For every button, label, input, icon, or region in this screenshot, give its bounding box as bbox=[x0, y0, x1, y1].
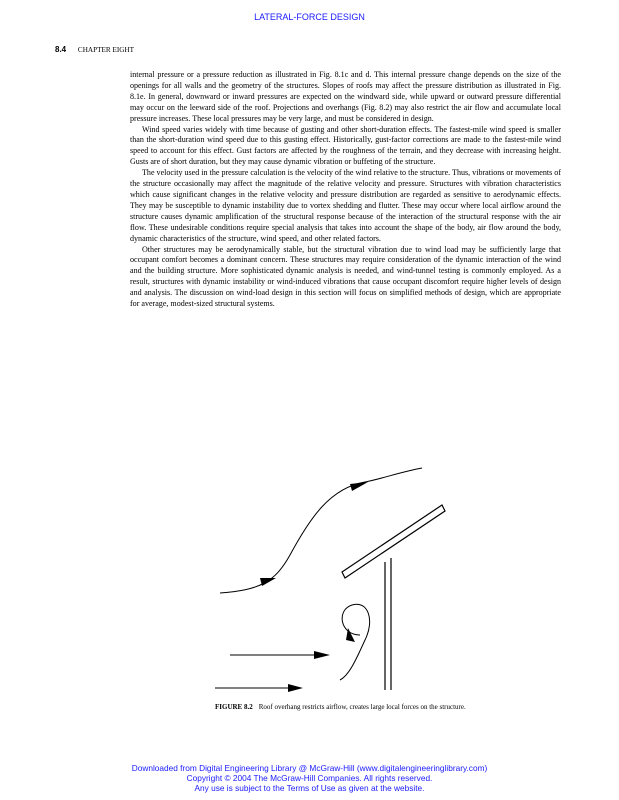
paragraph-1: internal pressure or a pressure reduction as illustrated in Fig. 8.1c and d. This internal pressure change depends on the size of the openings for all walls and the geometry of the structures. Slopes of roofs may affect the pressure distribution as illustrated in Fig. 8.1e. In general, downward or inward pressures are expected on the windward side, while upward or outward pressure differential may occur on the leeward side of the roof. Projections and overhangs (Fig. 8.2) may also restrict the air flow and accumulate local pressure increases. These local pressures may be very large, and must be considered in design. bbox=[130, 70, 561, 123]
arrow-upper-left bbox=[260, 578, 276, 586]
paragraph-3: The velocity used in the pressure calculation is the velocity of the wind relative to the structure. Thus, vibrations or movements of the structure occasionally may affect the magnitude of the relative velocity and pressure. Structures with vibration characteristics which cause significant changes in the relative velocity and pressure distribution are regarded as sensitive to aerodynamic effects. They may be susceptible to dynamic instability due to vortex shedding and flutter. These may occur where local airflow around the structure causes dynamic amplification of the structural response because of the interaction of the structural response with the air flow. These undesirable conditions require special analysis that takes into account the shape of the body, air flow around the body, dynamic characteristics of the structure, wind speed, and other related factors. bbox=[130, 168, 561, 243]
figure-label: FIGURE 8.2 bbox=[215, 703, 253, 711]
body-text bbox=[130, 70, 561, 310]
arrow-upper-right bbox=[350, 482, 368, 491]
arrow-lower bbox=[314, 651, 330, 659]
streamline-upper bbox=[220, 468, 422, 593]
paragraph-2: Wind speed varies widely with time because of gusting and other short-duration effects. The fastest-mile wind speed is smaller than the short-duration wind speed due to this gusting effect. Historically, gust-factor corrections are made to the fastest-mile wind speed to account for this effect. Gust factors are affected by the roughness of the terrain, and they decrease with increasing height. Gusts are of short duration, but they may cause dynamic vibration or buffeting of the structure. bbox=[130, 124, 561, 167]
footer-download-link[interactable]: Downloaded from Digital Engineering Library @ McGraw-Hill (www.digitalengineeringlibrary.com) bbox=[131, 763, 488, 773]
page-number: 8.4 bbox=[55, 45, 67, 54]
paragraph-4: Other structures may be aerodynamically stable, but the structural vibration due to wind load may be sufficiently large that occupant comfort becomes a dominant concern. These structures may require consideration of the dynamic interaction of the wind and the building structure. More sophisticated dynamic analysis is needed, and wind-tunnel testing is commonly employed. As a result, structures with dynamic instability or wind-induced vibrations that cause occupant discomfort require higher levels of design and analysis. The discussion on wind-load design in this section will focus on simplified methods of design, which are appropriate for average, modest-sized structural systems. bbox=[130, 244, 561, 309]
chapter-title: CHAPTER EIGHT bbox=[77, 46, 135, 54]
figure-roof-overhang bbox=[200, 460, 460, 700]
footer bbox=[0, 763, 619, 793]
running-head bbox=[55, 45, 134, 54]
roof-overhang bbox=[342, 505, 445, 578]
footer-copyright: Copyright © 2004 The McGraw-Hill Companies. All rights reserved. bbox=[186, 773, 433, 783]
arrow-bottom bbox=[288, 684, 303, 692]
streamline-vortex bbox=[340, 604, 370, 680]
figure-caption-text: Roof overhang restricts airflow, creates large local forces on the structure. bbox=[258, 703, 466, 711]
header-banner: LATERAL-FORCE DESIGN bbox=[254, 12, 365, 22]
footer-terms[interactable]: Any use is subject to the Terms of Use as given at the website. bbox=[194, 783, 425, 793]
figure-caption bbox=[215, 703, 495, 712]
